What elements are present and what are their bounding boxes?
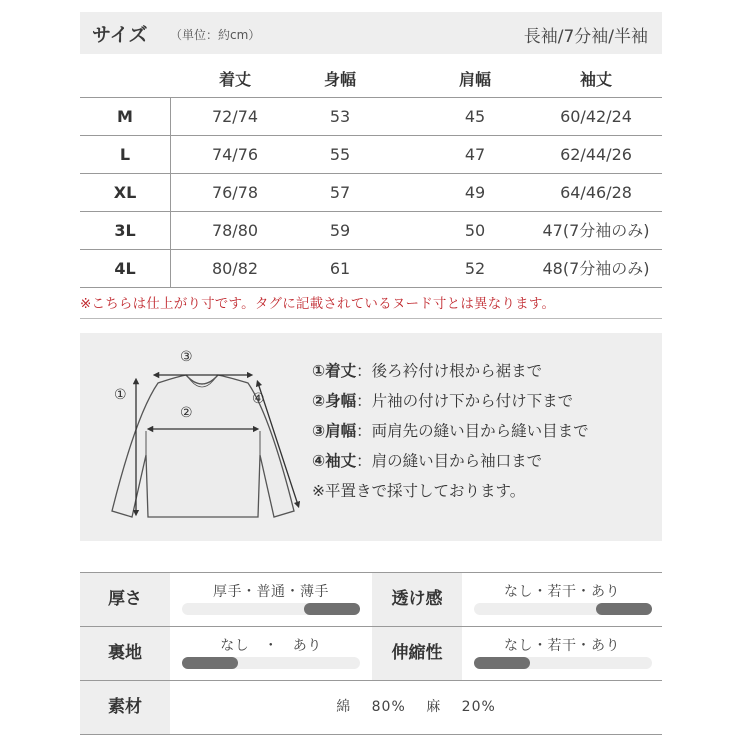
table-cell: 48(7分袖のみ) (542, 259, 650, 278)
marker-width: ② (180, 405, 193, 421)
sheerness-options: なし・若干・あり (504, 584, 620, 600)
table-cell: 76/78 (211, 183, 259, 202)
size-label: L (119, 145, 131, 164)
property-table (80, 572, 662, 734)
size-label: 4L (114, 259, 136, 278)
legend-item-width: ②身幅：片袖の付け下から付け下まで (312, 392, 574, 410)
table-cell: 52 (464, 259, 486, 278)
tshirt-diagram-icon (98, 345, 308, 535)
table-cell: 62/44/26 (560, 145, 632, 164)
table-cell: 78/80 (211, 221, 259, 240)
lining-label: 裏地 (80, 627, 170, 680)
thickness-scale (170, 573, 372, 626)
stretch-indicator (474, 657, 530, 669)
stretch-label: 伸縮性 (372, 627, 462, 680)
col-sleeve: 袖丈 (579, 70, 612, 89)
table-cell: 59 (329, 221, 351, 240)
stretch-scale (462, 627, 662, 680)
table-cell: 61 (329, 259, 351, 278)
thickness-label: 厚さ (80, 573, 170, 626)
stretch-options: なし・若干・あり (504, 638, 620, 654)
divider (80, 318, 662, 319)
property-row (80, 627, 662, 681)
size-unit: （単位：約cm） (170, 28, 261, 42)
legend-item-shoulder: ③肩幅：両肩先の縫い目から縫い目まで (312, 422, 589, 440)
size-table-header (80, 60, 662, 98)
size-header (80, 12, 662, 54)
table-cell: 60/42/24 (560, 107, 632, 126)
sleeve-types: 長袖/7分袖/半袖 (523, 27, 648, 47)
table-row (80, 174, 662, 212)
marker-sleeve: ④ (252, 391, 265, 407)
table-row (80, 136, 662, 174)
size-table (80, 60, 662, 288)
thickness-options: 厚手・普通・薄手 (213, 584, 329, 600)
col-shoulder: 肩幅 (458, 70, 491, 89)
table-row (80, 98, 662, 136)
legend-item-sleeve: ④袖丈：肩の縫い目から袖口まで (312, 452, 543, 470)
measurement-legend (312, 359, 589, 509)
sheerness-indicator (596, 603, 652, 615)
marker-shoulder: ③ (180, 349, 193, 365)
thickness-indicator (304, 603, 360, 615)
sheerness-scale (462, 573, 662, 626)
property-row (80, 573, 662, 627)
size-label: 3L (114, 221, 136, 240)
lining-scale (170, 627, 372, 680)
table-cell: 72/74 (211, 107, 259, 126)
col-width: 身幅 (323, 70, 356, 89)
measurement-diagram (80, 333, 662, 541)
lining-options: なし ・ あり (220, 638, 322, 654)
table-cell: 74/76 (211, 145, 259, 164)
thickness-track (182, 603, 360, 615)
size-title: サイズ (92, 24, 148, 46)
sheerness-track (474, 603, 652, 615)
material-label: 素材 (80, 681, 170, 734)
col-length: 着丈 (218, 70, 251, 89)
material-value: 綿 80% 麻 20% (336, 699, 496, 715)
size-label: XL (113, 183, 137, 202)
stretch-track (474, 657, 652, 669)
flat-measure-note: ※平置きで採寸しております。 (312, 482, 526, 500)
sheerness-label: 透け感 (372, 573, 462, 626)
table-cell: 50 (464, 221, 486, 240)
lining-track (182, 657, 360, 669)
table-cell: 80/82 (211, 259, 259, 278)
finished-size-note: ※こちらは仕上がり寸です。タグに記載されているヌード寸とは異なります。 (80, 296, 556, 312)
lining-indicator (182, 657, 238, 669)
table-row (80, 250, 662, 288)
legend-item-length: ①着丈：後ろ衿付け根から裾まで (312, 362, 543, 380)
marker-length: ① (114, 387, 127, 403)
table-cell: 47 (464, 145, 486, 164)
size-label: M (117, 107, 133, 126)
property-row (80, 681, 662, 735)
table-cell: 55 (329, 145, 351, 164)
table-cell: 45 (464, 107, 486, 126)
table-cell: 53 (329, 107, 351, 126)
table-cell: 64/46/28 (560, 183, 632, 202)
table-cell: 47(7分袖のみ) (542, 221, 650, 240)
table-row (80, 212, 662, 250)
table-cell: 57 (329, 183, 351, 202)
table-cell: 49 (464, 183, 486, 202)
